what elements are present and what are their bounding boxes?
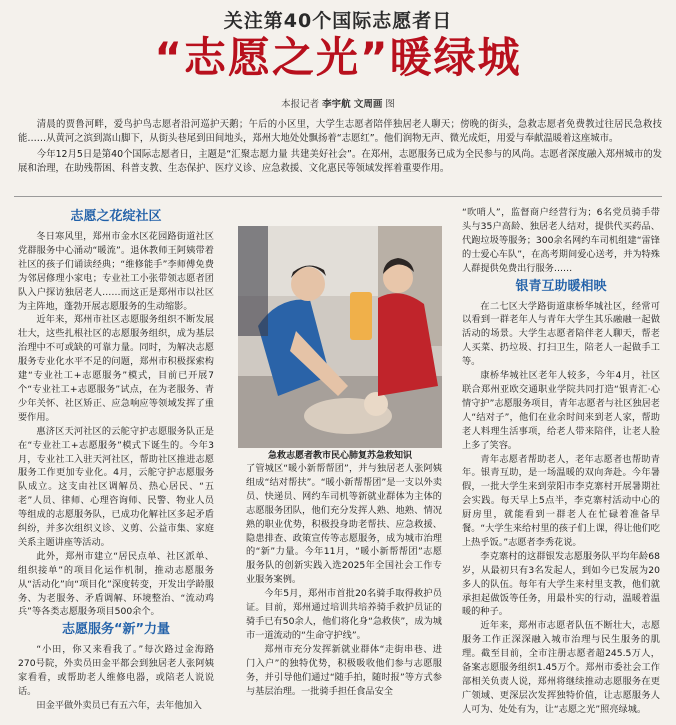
byline: [0, 96, 676, 110]
headline: “志愿之光”暖绿城: [154, 33, 522, 82]
paragraph: 田金平做外卖员已有五六年，去年他加入: [36, 700, 202, 711]
divider: [14, 196, 662, 197]
lead-paragraph: 清晨的贾鲁河畔，爱鸟护鸟志愿者沿河巡护天鹅；午后的小区里，大学生志愿者陪伴独居老人聊天；傍晚的街头，急救志愿者免费教过往居民急救技能……从黄河之滨到嵩山脚下，从街头巷尾到田间地头，郑州大地处处飘扬着“志愿红”。他们润物无声、微光成炬，用爱与奉献温暖着这座城市。: [18, 119, 662, 144]
paragraph: 康桥华城社区老年人较多，今年4月，社区联合郑州亚欧交通职业学院共同打造“银青汇·心情守护”志愿服务项目，青年志愿者与社区独居老人“结对子”，他们在业余时间来到老人家，帮助老人料理生活事项，给老人带来陪伴，让老人脸上多了笑容。: [462, 370, 660, 451]
kicker-title: 关注第40个国际志愿者日: [223, 10, 453, 32]
byline-suffix: 图: [382, 99, 395, 110]
section-title-mutual-aid: 银青互助暖相映: [515, 278, 607, 294]
section-title-community: 志愿之花绽社区: [70, 209, 162, 224]
paragraph: 郑州市充分发挥新就业群体“走街串巷、进门入户”的独特优势，积极吸收他们参与志愿服务，并引导他们通过“随手拍，随时报”等方式参与基层治理。一批骑手担任食品安全: [246, 643, 442, 697]
byline-prefix: 本报记者: [281, 99, 323, 110]
paragraph: 惠济区天河社区的云舵守护志愿服务队正是在“专业社工+志愿服务”模式下诞生的。今年3月，专业社工入驻天河社区，帮助社区推进志愿服务工作更加专业化。4月，云舵守护志愿服务队成立。这支由社区调解员、热心居民、“五老”人员、律师、心理咨询师、民警、物业人员等组成的志愿服务队，已成功化解社区多起矛盾纠纷，并多次组织义诊、义剪、公益市集、家庭关系主题讲座等活动。: [18, 425, 214, 548]
paragraph: 近年来，郑州市志愿者队伍不断壮大，志愿服务工作正深深融入城市治理与民生服务的肌理。截至目前，全市注册志愿者超245.5万人，备案志愿服务组织1.45万个。郑州市委社会工作部相关负责人说，郑州将继续推动志愿服务在更广领域、更深层次发挥独特价值，让志愿服务人人可为、处处有为，让“志愿之光”照亮绿城。: [462, 620, 660, 715]
section-title-new-force: 志愿服务“新”力量: [61, 622, 171, 638]
paragraph: 了管城区“暖小新帮帮团”，并与独居老人张阿姨组成“结对帮扶”。“暖小新帮帮团”是一支以外卖员、快递员、网约车司机等新就业群体为主体的志愿服务团队，他们充分发挥人熟、地熟、情况熟的职业优势，积极投身助老帮扶、应急救援、隐患排查、政策宣传等志愿服务，成为城市治理的“新”力量。今年11月，“暖小新帮帮团”志愿服务队的创新实践入选2025年全国社会工作专业服务案例。: [246, 463, 442, 586]
photo-illustration: [238, 226, 442, 448]
paragraph: 李克寨村的这群银发志愿服务队平均年龄68岁，从最初只有3名发起人，到如今已发展为20多人的队伍。每年有大学生来村里支教，他们就承担起做饭等任务，用最朴实的行动，温暖着温暖的种子。: [462, 550, 660, 618]
paragraph: 今年5月，郑州市首批20名骑手取得救护员证。目前，郑州通过培训共培养骑手救护员证的骑手已有50余人，他们将化身“急救侠”，成为城市一道流动的“生命守护线”。: [246, 588, 442, 641]
column-2: [246, 462, 442, 718]
news-photo: [238, 226, 442, 448]
lead-paragraph: 今年12月5日是第40个国际志愿者日，主题是“汇聚志愿力量 共建美好社会”。在郑州，志愿服务已成为全民参与的风尚。志愿者深度融入郑州城市的发展和治理，在助残帮困、科普支教、生态保护、医疗义诊、应急救援、文化惠民等领域发挥着重要作用。: [18, 149, 662, 174]
paragraph: 青年志愿者帮助老人，老年志愿者也帮助青年。银青互助，是一场温暖的双向奔赴。今年暑假，一批大学生来到荥阳市李克寨村开展暑期社会实践。每天早上5点半，李克寨村活动中心的厨房里，就能看到一群老人在忙碌着准备早餐。“大学生来给村里的孩子们上课，得让他们吃上热乎饭。”志愿者李秀花说。: [462, 453, 660, 548]
byline-names: 李宇航 文周画: [322, 99, 383, 110]
column-3: [462, 206, 660, 718]
paragraph: 冬日寒风里，郑州市金水区花园路街道社区党群服务中心涌动“暖流”。退休教师王阿姨带着社区的孩子们诵读经典；“维修能手”李师傅免费为邻居修理小家电；专业社工小张带领志愿者团队入户探访独居老人……而这正是郑州市以社区为主阵地，蓬勃开展志愿服务的生动缩影。: [18, 231, 214, 312]
lead-text: [18, 118, 662, 178]
paragraph: 近年来，郑州市社区志愿服务组织不断发展壮大，这些扎根社区的志愿服务组织，成为基层治理中不可或缺的可靠力量。同时，为解决志愿服务专业化水平不足的问题，郑州市积极探索构建“专业社工+志愿服务”模式，目前已开展7个“专业社工+志愿服务”试点，在为老服务、青少年关怀、社区矫正、应急响应等领域发挥了重要作用。: [18, 314, 214, 423]
paragraph: 此外，郑州市建立“居民点单、社区派单、组织接单”的项目化运作机制，推动志愿服务从“活动化”向“项目化”深度转变，开发出学龄服务、为老服务、矛盾调解、环境整治、“流动鸡兵”等各类志愿服务项目500余个。: [18, 550, 214, 618]
column-1: [18, 206, 214, 718]
photo-caption: 急救志愿者教市民心肺复苏急救知识: [267, 451, 412, 461]
paragraph: 在二七区大学路街道康桥华城社区，经常可以看到一群老年人与青年大学生其乐融融一起做活动的场景。大学生志愿者陪伴老人聊天，帮老人买菜、扔垃圾、打扫卫生，陪老人一起做手工等。: [462, 300, 660, 368]
paragraph: “吹哨人”，监督商户经营行为；6名党员骑手带头与35户高龄、独居老人结对，提供代买药品、代跑垃圾等服务；300余名网约车司机组建“雷锋的士爱心车队”，在高考期间爱心送考，并为特殊人群提供免费出行服务……: [462, 207, 660, 274]
paragraph: “小田，你又来看我了。”每次路过金海路270号院，外卖员田金平都会到独居老人张阿姨家看看，或帮助老人维修电器，或陪老人说说话。: [18, 644, 214, 698]
